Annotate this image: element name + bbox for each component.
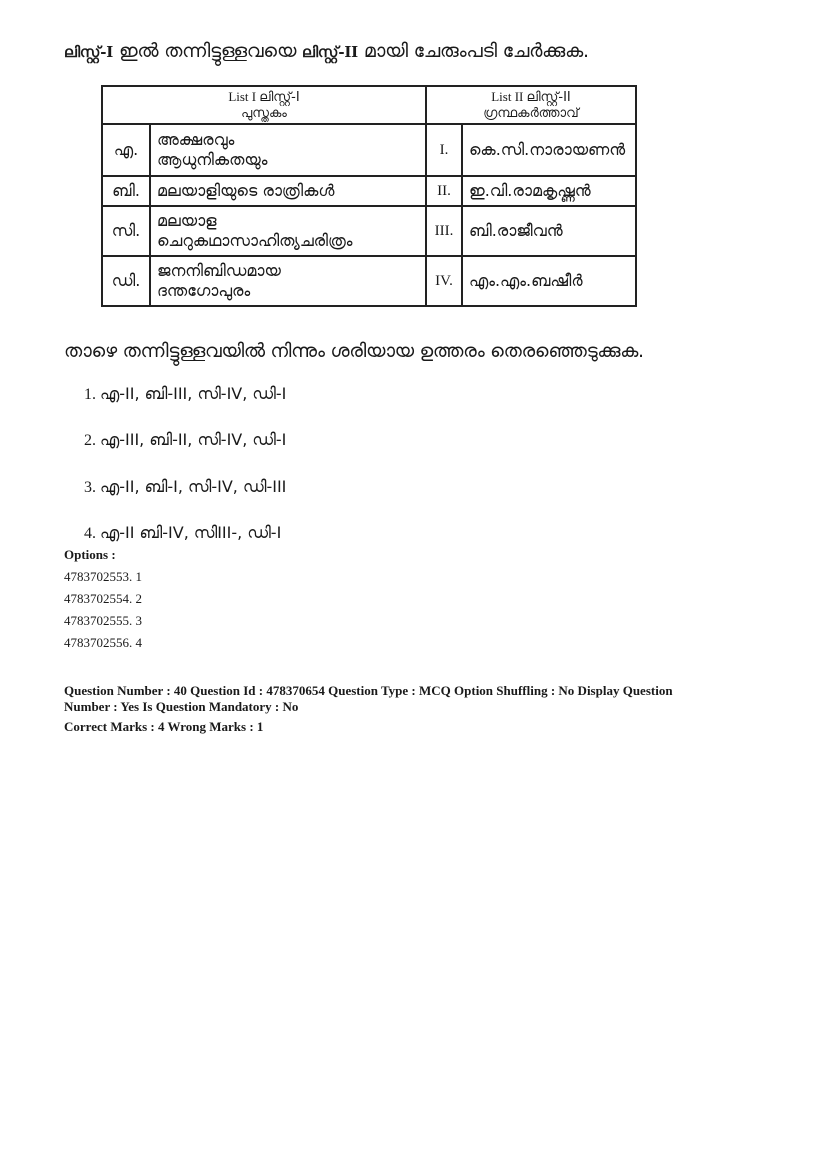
option-item: 4783702553. 1 [64, 569, 142, 584]
row-roman: III. [426, 206, 462, 256]
row-letter: ഡി. [102, 256, 150, 306]
question-instruction: താഴെ തന്നിട്ടുള്ളവയിൽ നിന്നും ശരിയായ ഉത്തരം തെരഞ്ഞെടുക്കുക. [64, 340, 644, 362]
title-list-num: -I [100, 43, 114, 61]
table-row [102, 124, 636, 176]
author-name: ബി.രാജീവൻ [462, 206, 636, 256]
book-title: ജനനിബിഡമായ ദന്തഗോപുരം [150, 256, 426, 306]
match-table [101, 85, 637, 307]
book-title: മലയാളിയുടെ രാത്രികൾ [150, 176, 426, 206]
title-list-num-2: -II [338, 43, 358, 61]
row-roman: I. [426, 124, 462, 176]
author-name: കെ.സി.നാരായണൻ [462, 124, 636, 176]
list-1-header: List I ലിസ്റ്റ്-I പുസ്തകം [102, 86, 426, 124]
options-label: Options : [64, 547, 116, 562]
marks-line: Correct Marks : 4 Wrong Marks : 1 [64, 719, 264, 734]
answer-choice: 4. എ-II ബി-IV, സിIII-, ഡി-I [84, 523, 282, 542]
row-roman: II. [426, 176, 462, 206]
option-item: 4783702554. 2 [64, 591, 142, 606]
row-letter: ബി. [102, 176, 150, 206]
answer-choice: 3. എ-II, ബി-I, സി-IV, ഡി-III [84, 477, 287, 496]
author-name: എം.എം.ബഷീർ [462, 256, 636, 306]
question-meta-line-2: Number : Yes Is Question Mandatory : No [64, 699, 299, 714]
title-text-1: ഇൽ തന്നിട്ടുള്ളവയെ [113, 40, 303, 62]
list-2-subheader: ഗ്രന്ഥകർത്താവ് [483, 105, 579, 121]
list-2-header: List II ലിസ്റ്റ്-II ഗ്രന്ഥകർത്താവ് [426, 86, 636, 124]
option-item: 4783702555. 3 [64, 613, 142, 628]
table-row [102, 256, 636, 306]
question-title [64, 40, 589, 62]
author-name: ഇ.വി.രാമകൃഷ്ണൻ [462, 176, 636, 206]
book-title: അക്ഷരവും ആധുനികതയും [150, 124, 426, 176]
book-title: മലയാള ചെറുകഥാസാഹിത്യചരിത്രം [150, 206, 426, 256]
title-list-word-2: ലിസ്റ്റ് [302, 43, 339, 61]
row-letter: സി. [102, 206, 150, 256]
match-table-header [102, 86, 636, 124]
title-list-word: ലിസ്റ്റ് [64, 43, 101, 61]
table-row [102, 206, 636, 256]
row-roman: IV. [426, 256, 462, 306]
answer-choice: 2. എ-III, ബി-II, സി-IV, ഡി-I [84, 430, 287, 449]
option-item: 4783702556. 4 [64, 635, 142, 650]
row-letter: എ. [102, 124, 150, 176]
answer-choice: 1. എ-II, ബി-III, സി-IV, ഡി-I [84, 384, 287, 403]
title-text-2: മായി ചേരുംപടി ചേർക്കുക. [357, 40, 589, 62]
table-row [102, 176, 636, 206]
question-meta-line-1: Question Number : 40 Question Id : 478370654 Question Type : MCQ Option Shuffling : No Display Question [64, 683, 673, 698]
list-1-subheader: പുസ്തകം [241, 105, 287, 121]
